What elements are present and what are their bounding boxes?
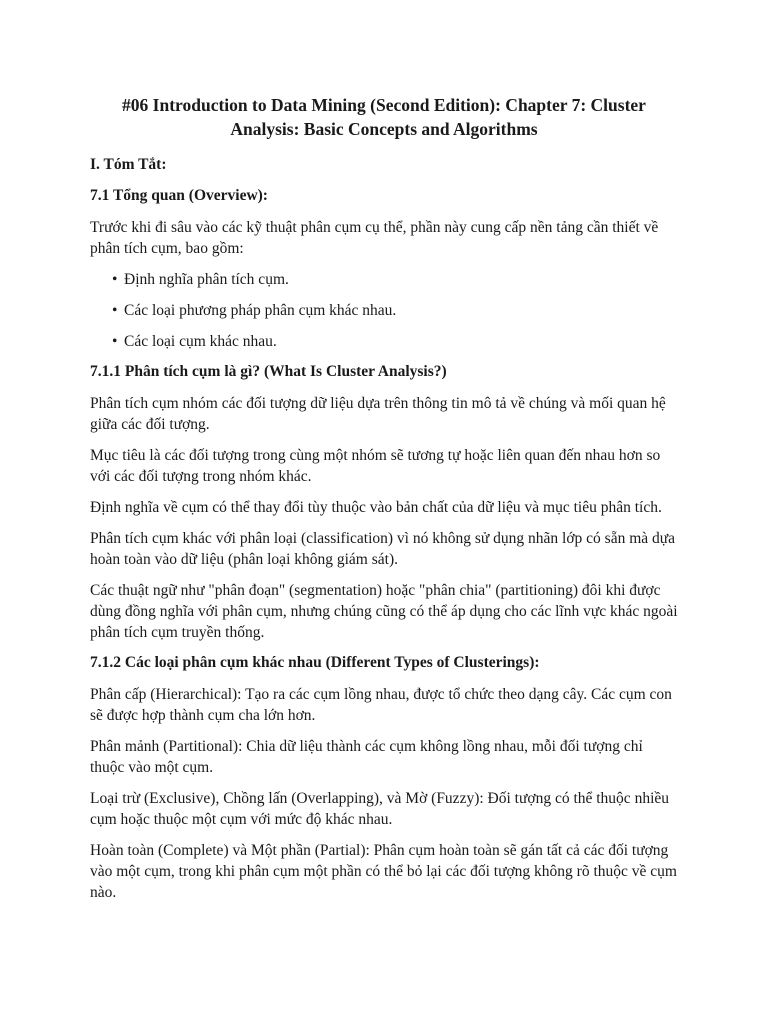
- summary-heading: I. Tóm Tắt:: [90, 156, 167, 173]
- paragraph: Hoàn toàn (Complete) và Một phần (Partial): Phân cụm hoàn toàn sẽ gán tất cả các đối tượng vào một cụm, trong khi phân cụm một phần có thể bỏ lại các đối tượng không rõ thuộc về cụm nào.: [90, 842, 677, 901]
- paragraph: Phân mảnh (Partitional): Chia dữ liệu thành các cụm không lồng nhau, mỗi đối tượng chỉ thuộc vào một cụm.: [90, 738, 643, 776]
- paragraph: Định nghĩa về cụm có thể thay đổi tùy thuộc vào bản chất của dữ liệu và mục tiêu phân tích.: [90, 499, 662, 516]
- bullet-icon: •: [112, 271, 118, 288]
- paragraph: Phân cấp (Hierarchical): Tạo ra các cụm lồng nhau, được tổ chức theo dạng cây. Các cụm con sẽ được hợp thành cụm cha lớn hơn.: [90, 686, 672, 724]
- overview-intro: Trước khi đi sâu vào các kỹ thuật phân cụm cụ thể, phần này cung cấp nền tảng cần thiết về phân tích cụm, bao gồm:: [90, 219, 659, 257]
- paragraph: Phân tích cụm nhóm các đối tượng dữ liệu dựa trên thông tin mô tả về chúng và mối quan hệ giữa các đối tượng.: [90, 395, 666, 433]
- bullet-text: Định nghĩa phân tích cụm.: [124, 271, 289, 288]
- paragraph: Mục tiêu là các đối tượng trong cùng một nhóm sẽ tương tự hoặc liên quan đến nhau hơn so với các đối tượng trong nhóm khác.: [90, 447, 661, 485]
- list-item: [90, 331, 678, 352]
- bullet-text: Các loại phương pháp phân cụm khác nhau.: [124, 302, 397, 319]
- list-item: [90, 300, 678, 321]
- paragraph: Loại trừ (Exclusive), Chồng lấn (Overlapping), và Mờ (Fuzzy): Đối tượng có thể thuộc nhiều cụm hoặc thuộc một cụm với mức độ khác nhau.: [90, 790, 670, 828]
- bullet-icon: •: [112, 302, 118, 319]
- bullet-text: Các loại cụm khác nhau.: [124, 333, 277, 350]
- what-is-heading: 7.1.1 Phân tích cụm là gì? (What Is Cluster Analysis?): [90, 363, 447, 380]
- paragraph: Phân tích cụm khác với phân loại (classification) vì nó không sử dụng nhãn lớp có sẵn mà dựa hoàn toàn vào dữ liệu (phân loại không giám sát).: [90, 530, 676, 568]
- bullet-icon: •: [112, 333, 118, 350]
- paragraph: Các thuật ngữ như "phân đoạn" (segmentation) hoặc "phân chia" (partitioning) đôi khi được dùng đồng nghĩa với phân cụm, nhưng chúng cũng có thể áp dụng cho các lĩnh vực khác ngoài phân tích cụm truyền thống.: [90, 582, 678, 641]
- overview-heading: 7.1 Tổng quan (Overview):: [90, 187, 268, 204]
- list-item: [90, 269, 678, 290]
- overview-bullet-list: [90, 269, 678, 352]
- document-title: #06 Introduction to Data Mining (Second Edition): Chapter 7: Cluster Analysis: Basic Concepts and Algorithms: [122, 95, 646, 139]
- types-heading: 7.1.2 Các loại phân cụm khác nhau (Different Types of Clusterings):: [90, 654, 540, 671]
